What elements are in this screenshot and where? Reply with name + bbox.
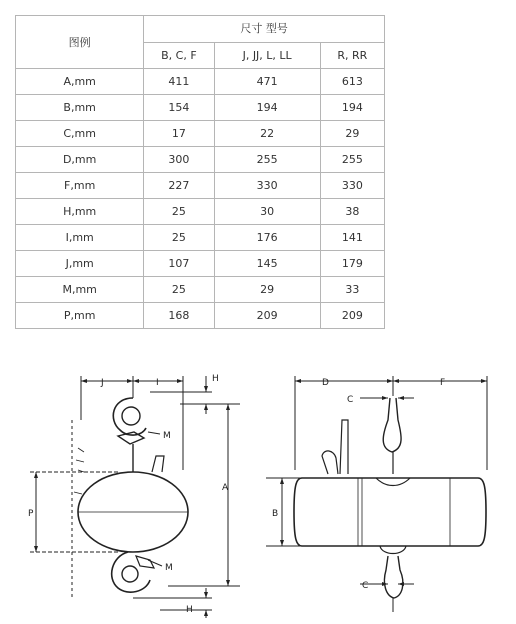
m-top-leader xyxy=(148,432,160,434)
row-label: D,mm xyxy=(16,147,144,173)
h-top-arrow-down xyxy=(204,386,208,392)
cell-value: 209 xyxy=(320,303,384,329)
cell-value: 141 xyxy=(320,225,384,251)
label-m-top: M xyxy=(163,431,171,441)
label-b: B xyxy=(272,509,279,519)
label-h-bottom: H xyxy=(186,605,193,615)
cell-value: 255 xyxy=(320,147,384,173)
cell-value: 25 xyxy=(144,277,214,303)
cell-value: 227 xyxy=(144,173,214,199)
row-label: J,mm xyxy=(16,251,144,277)
cell-value: 145 xyxy=(214,251,320,277)
h-top-arrow-up xyxy=(204,404,208,410)
cell-value: 613 xyxy=(320,69,384,95)
bottom-hook-eye xyxy=(122,566,138,582)
cell-value: 107 xyxy=(144,251,214,277)
label-p: P xyxy=(28,509,34,519)
cell-value: 29 xyxy=(320,121,384,147)
m-bottom-leader xyxy=(148,560,162,566)
p-arrow-top xyxy=(34,472,38,478)
cell-value: 38 xyxy=(320,199,384,225)
row-label: B,mm xyxy=(16,95,144,121)
label-j: J xyxy=(101,378,104,388)
cell-value: 209 xyxy=(214,303,320,329)
cell-value: 33 xyxy=(320,277,384,303)
h-bottom-arrow-down xyxy=(204,592,208,598)
row-label: P,mm xyxy=(16,303,144,329)
cell-value: 25 xyxy=(144,225,214,251)
i-arrow-right xyxy=(177,379,183,383)
label-d: D xyxy=(322,378,329,388)
j-arrow-right xyxy=(127,379,133,383)
left-label-marks xyxy=(74,448,84,494)
model-header-bcf: B, C, F xyxy=(144,43,214,69)
label-m-bottom: M xyxy=(165,563,173,573)
label-f: F xyxy=(440,378,446,388)
cell-value: 154 xyxy=(144,95,214,121)
cell-value: 25 xyxy=(144,199,214,225)
top-hook-eye xyxy=(122,407,140,425)
row-label: A,mm xyxy=(16,69,144,95)
i-arrow-left xyxy=(133,379,139,383)
cell-value: 176 xyxy=(214,225,320,251)
label-a: A xyxy=(222,483,229,493)
cell-value: 194 xyxy=(320,95,384,121)
cell-value: 29 xyxy=(214,277,320,303)
cell-value: 22 xyxy=(214,121,320,147)
row-label: H,mm xyxy=(16,199,144,225)
legend-header: 图例 xyxy=(16,16,144,69)
row-label: I,mm xyxy=(16,225,144,251)
label-c-bottom: C xyxy=(362,581,369,591)
cell-value: 168 xyxy=(144,303,214,329)
a-arrow-bottom xyxy=(226,580,230,586)
label-h-top: H xyxy=(212,374,219,384)
cell-value: 255 xyxy=(214,147,320,173)
cell-value: 17 xyxy=(144,121,214,147)
p-arrow-bottom xyxy=(34,546,38,552)
cell-value: 179 xyxy=(320,251,384,277)
row-label: C,mm xyxy=(16,121,144,147)
cell-value: 300 xyxy=(144,147,214,173)
top-hook-outline xyxy=(113,398,146,435)
cell-value: 411 xyxy=(144,69,214,95)
j-arrow-left xyxy=(81,379,87,383)
row-label: F,mm xyxy=(16,173,144,199)
cell-value: 194 xyxy=(214,95,320,121)
cable-guide xyxy=(152,456,164,472)
h-bottom-arrow-up xyxy=(204,610,208,616)
label-c-top: C xyxy=(347,395,354,405)
label-i: I xyxy=(156,378,159,388)
row-label: M,mm xyxy=(16,277,144,303)
cell-value: 471 xyxy=(214,69,320,95)
cell-value: 330 xyxy=(214,173,320,199)
cell-value: 30 xyxy=(214,199,320,225)
model-header-jjjlll: J, JJ, L, LL xyxy=(214,43,320,69)
bottom-hook-latch xyxy=(136,556,154,568)
model-header-rrr: R, RR xyxy=(320,43,384,69)
a-arrow-top xyxy=(226,404,230,410)
model-group-header: 尺寸 型号 xyxy=(144,16,385,43)
cell-value: 330 xyxy=(320,173,384,199)
